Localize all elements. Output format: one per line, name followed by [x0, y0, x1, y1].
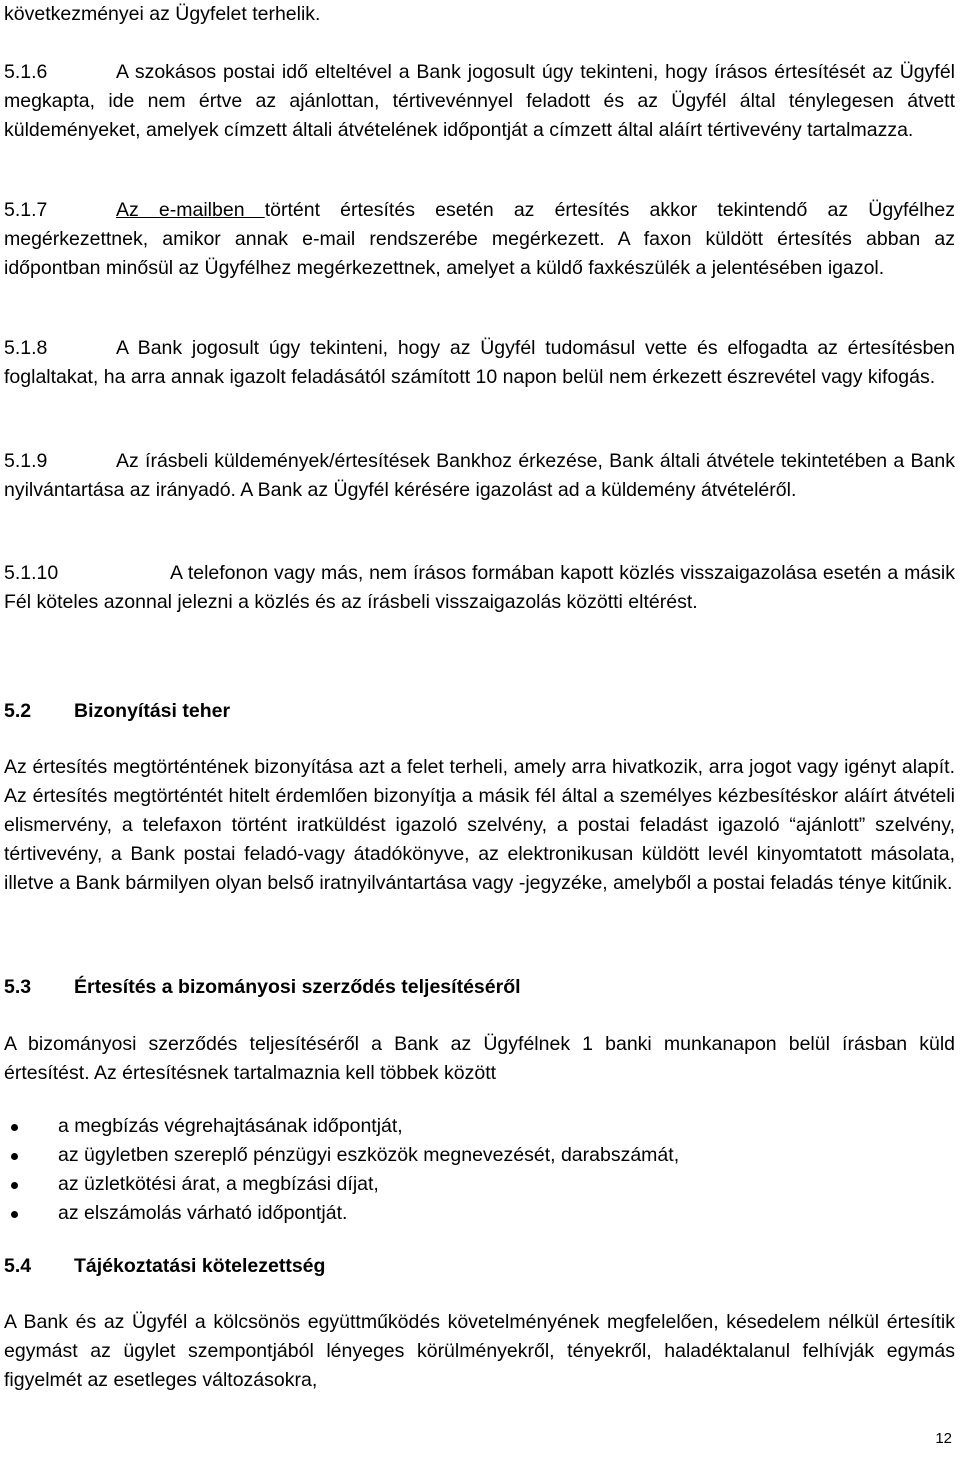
list-item: a megbízás végrehajtásának időpontját,	[0, 1112, 960, 1141]
section-5-1-9	[4, 447, 955, 505]
section-5-3-body: A bizományosi szerződés teljesítéséről a Bank az Ügyfélnek 1 banki munkanapon belül írásban küld értesítést. Az értesítésnek tartalmaznia kell többek között	[4, 1033, 955, 1084]
heading-number: 5.4	[4, 1255, 32, 1277]
section-5-1-6	[4, 58, 955, 145]
bullet-icon	[11, 1124, 18, 1131]
section-number: 5.1.9	[4, 450, 48, 472]
section-number: 5.1.10	[4, 562, 59, 584]
section-number: 5.1.8	[4, 337, 48, 359]
section-text: történt értesítés esetén az értesítés akkor tekintendő az Ügyfélhez megérkezettnek, amikor annak e-mail rendszerébe megérkezett. A faxon küldött értesítés abban az időpontban minősül az Ügyfélhez megérkezettnek, amelyet a küldő faxkészülék a jelentésében igazol.	[4, 199, 956, 279]
section-text: A Bank jogosult úgy tekinteni, hogy az Ügyfél tudomásul vette és elfogadta az értesítésben foglaltakat, ha arra annak igazolt feladásától számított 10 napon belül nem érkezett észrevétel vagy kifogás.	[4, 337, 955, 388]
list-item: az üzletkötési árat, a megbízási díjat,	[0, 1170, 960, 1199]
section-5-1-10	[4, 559, 955, 617]
list-item: az ügyletben szereplő pénzügyi eszközök megnevezését, darabszámát,	[0, 1141, 960, 1170]
heading-5-3	[4, 973, 521, 1002]
underlined-lead-text: Az e-mailben	[116, 199, 265, 221]
heading-title: Tájékoztatási kötelezettség	[74, 1255, 326, 1277]
heading-number: 5.3	[4, 976, 32, 998]
section-number: 5.1.6	[4, 61, 48, 83]
heading-number: 5.2	[4, 700, 32, 722]
heading-title: Bizonyítási teher	[74, 700, 231, 722]
heading-5-4	[4, 1252, 325, 1281]
intro-fragment: következményei az Ügyfelet terhelik.	[4, 3, 321, 25]
list-item: az elszámolás várható időpontját.	[0, 1199, 960, 1228]
section-5-2-body: Az értesítés megtörténtének bizonyítása azt a felet terheli, amely arra hivatkozik, arra jogot vagy igényt alapít. Az értesítés megtörténtét hitelt érdemlően bizonyítja a másik fél által a személyes kézbesítéskor aláírt átvételi elismervény, a telefaxon történt iratküldést igazoló szelvény, a postai feladást igazoló “ajánlott” szelvény, tértivevény, a Bank postai feladó-vagy átadókönyve, az elektronikusan küldött levél kinyomtatott másolata, illetve a Bank bármilyen olyan belső iratnyilvántartása vagy -jegyzéke, amelyből a postai feladás ténye kitűnik.	[4, 756, 955, 894]
bullet-icon	[11, 1211, 18, 1218]
section-text: A szokásos postai idő elteltével a Bank jogosult úgy tekinteni, hogy írásos értesítését az Ügyfél megkapta, ide nem értve az ajánlottan, tértivevénnyel feladott és az Ügyfél által ténylegesen átvett küldeményeket, amelyek címzett általi átvételének időpontját a címzett által aláírt tértivevény tartalmazza.	[4, 61, 955, 141]
heading-title: Értesítés a bizományosi szerződés teljesítéséről	[74, 976, 521, 998]
bullet-icon	[11, 1153, 18, 1160]
section-5-4-body: A Bank és az Ügyfél a kölcsönös együttműködés követelményének megfelelően, késedelem nélkül értesítik egymást az ügylet szempontjából lényeges körülményekről, tényekről, haladéktalanul felhívják egymás figyelmét az esetleges változásokra,	[4, 1311, 955, 1391]
section-text: Az írásbeli küldemények/értesítések Bankhoz érkezése, Bank általi átvétele tekintetében a Bank nyilvántartása az irányadó. A Bank az Ügyfél kérésére igazolást ad a küldemény átvételéről.	[4, 450, 955, 501]
section-text: A telefonon vagy más, nem írásos formában kapott közlés visszaigazolása esetén a másik Fél köteles azonnal jelezni a közlés és az írásbeli visszaigazolás közötti eltérést.	[4, 562, 955, 613]
section-number: 5.1.7	[4, 199, 48, 221]
page-number: 12	[935, 1430, 952, 1447]
bullet-icon	[11, 1182, 18, 1189]
section-5-1-7	[4, 196, 955, 283]
section-5-1-8	[4, 334, 955, 392]
bullet-list	[0, 1112, 960, 1228]
heading-5-2	[4, 697, 230, 726]
